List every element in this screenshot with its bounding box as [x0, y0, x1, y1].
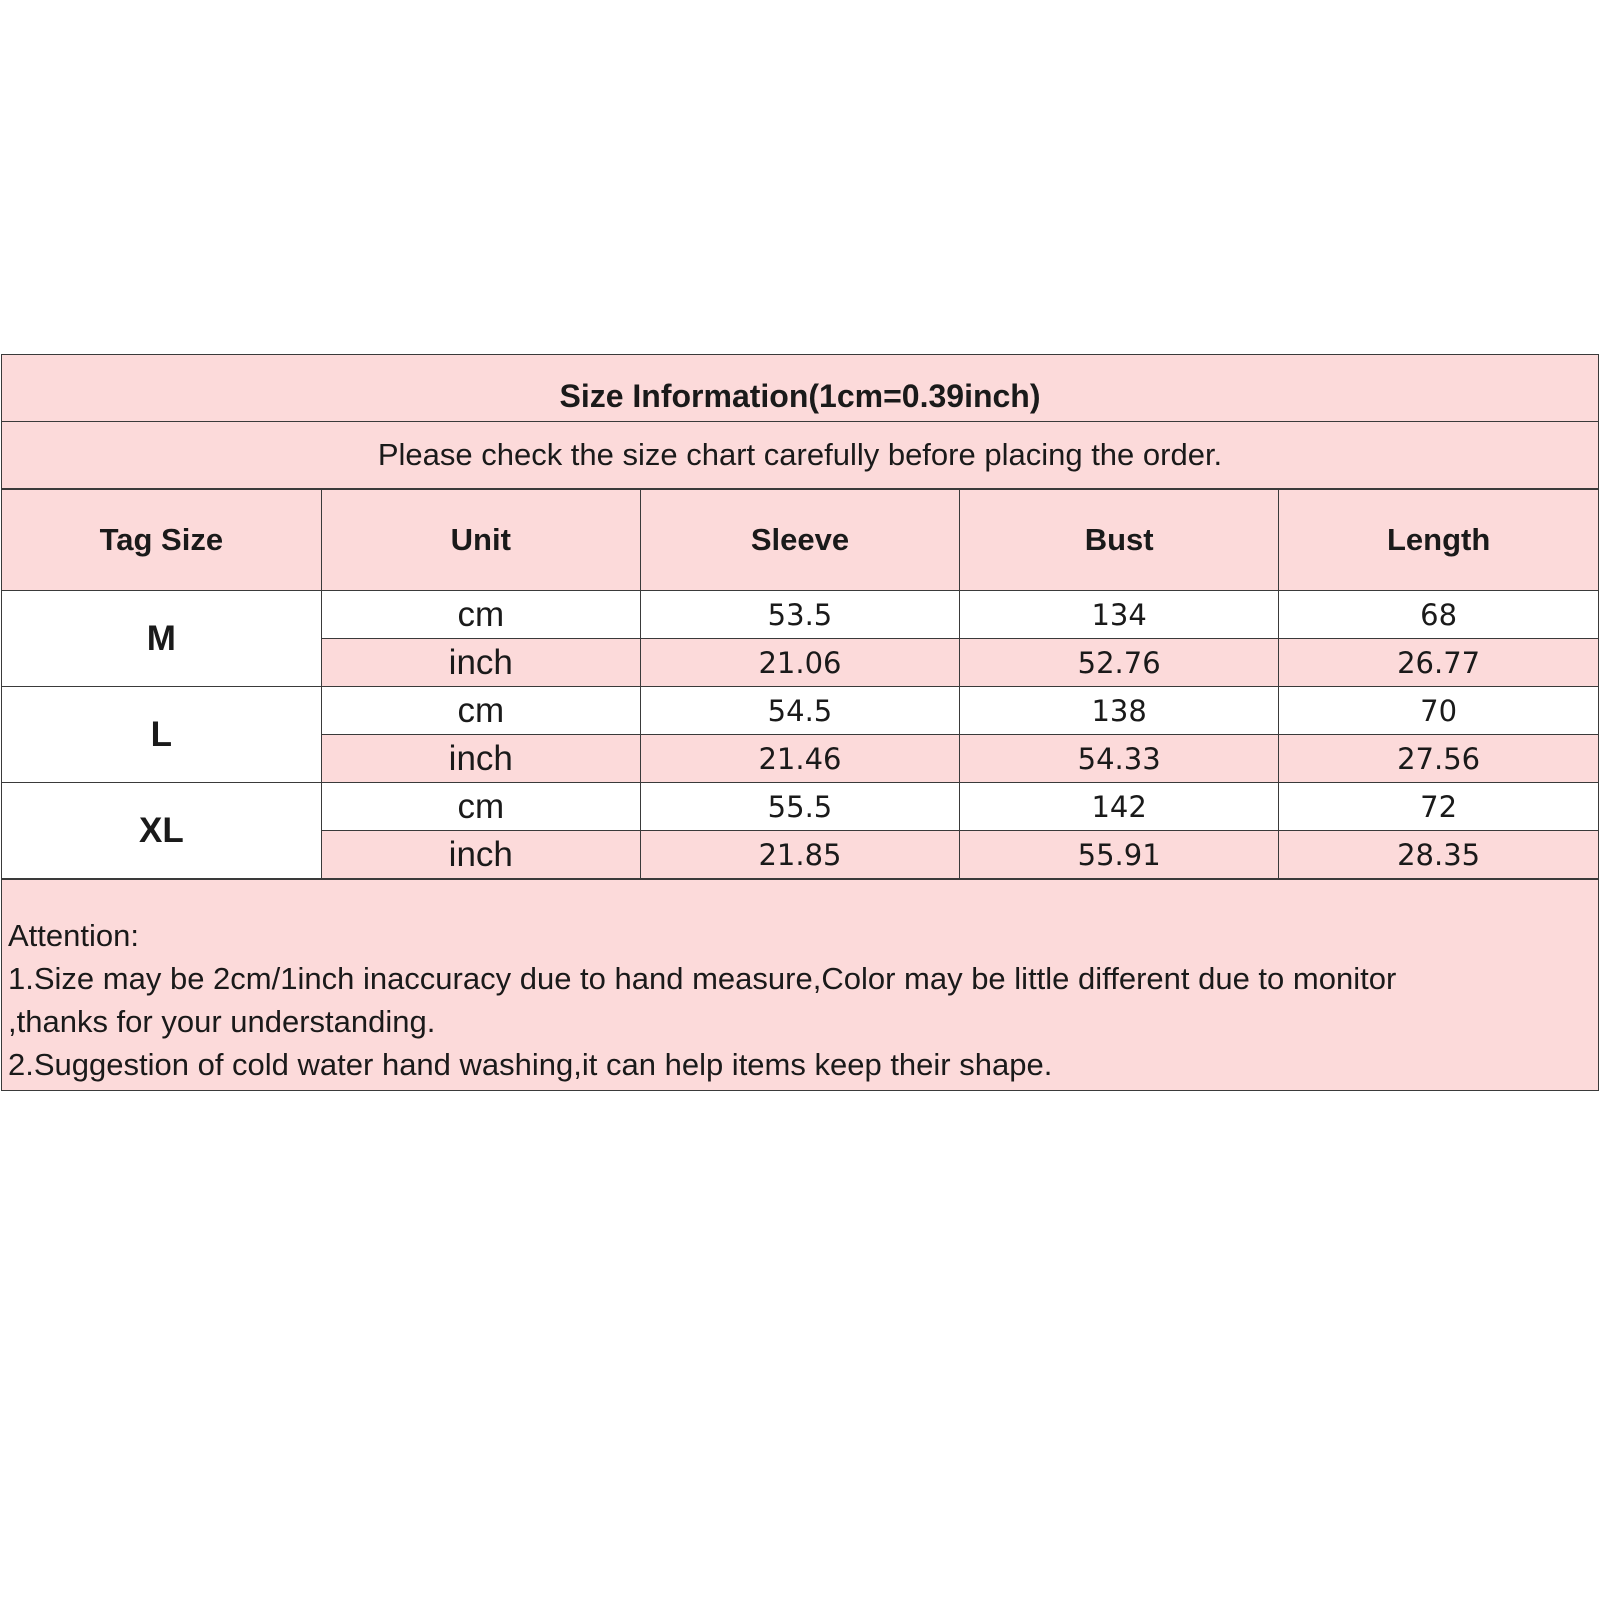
- bust-cell: 54.33: [960, 735, 1279, 783]
- length-cell: 26.77: [1279, 639, 1598, 687]
- sleeve-cell: 21.85: [640, 831, 959, 879]
- length-cell: 27.56: [1279, 735, 1598, 783]
- bust-cell: 134: [960, 591, 1279, 639]
- size-table: [2, 489, 1598, 879]
- unit-cell: cm: [321, 687, 640, 735]
- header-unit: Unit: [321, 490, 640, 591]
- unit-cell: cm: [321, 591, 640, 639]
- note-line: 1.Size may be 2cm/1inch inaccuracy due to hand measure,Color may be little different due to monitor: [8, 961, 1397, 996]
- unit-cell: inch: [321, 735, 640, 783]
- tag-size-cell: M: [2, 591, 321, 687]
- chart-subtitle: Please check the size chart carefully before placing the order.: [2, 422, 1598, 489]
- table-header-row: [2, 490, 1598, 591]
- note-line: ,thanks for your understanding.: [8, 1004, 436, 1039]
- header-sleeve: Sleeve: [640, 490, 959, 591]
- bust-cell: 52.76: [960, 639, 1279, 687]
- length-cell: 28.35: [1279, 831, 1598, 879]
- header-tag-size: Tag Size: [2, 490, 321, 591]
- sleeve-cell: 21.46: [640, 735, 959, 783]
- length-cell: 70: [1279, 687, 1598, 735]
- unit-cell: inch: [321, 639, 640, 687]
- attention-notes: [2, 879, 1598, 1090]
- sleeve-cell: 21.06: [640, 639, 959, 687]
- chart-title: Size Information(1cm=0.39inch): [2, 355, 1598, 422]
- length-cell: 68: [1279, 591, 1598, 639]
- header-bust: Bust: [960, 490, 1279, 591]
- table-row: [2, 591, 1598, 639]
- bust-cell: 142: [960, 783, 1279, 831]
- table-row: [2, 687, 1598, 735]
- note-line: 2.Suggestion of cold water hand washing,it can help items keep their shape.: [8, 1047, 1053, 1082]
- bust-cell: 138: [960, 687, 1279, 735]
- size-chart: [1, 354, 1599, 1091]
- sleeve-cell: 54.5: [640, 687, 959, 735]
- tag-size-cell: XL: [2, 783, 321, 879]
- table-row: [2, 783, 1598, 831]
- sleeve-cell: 53.5: [640, 591, 959, 639]
- tag-size-cell: L: [2, 687, 321, 783]
- header-length: Length: [1279, 490, 1598, 591]
- unit-cell: cm: [321, 783, 640, 831]
- unit-cell: inch: [321, 831, 640, 879]
- bust-cell: 55.91: [960, 831, 1279, 879]
- attention-heading: Attention:: [8, 918, 139, 953]
- length-cell: 72: [1279, 783, 1598, 831]
- sleeve-cell: 55.5: [640, 783, 959, 831]
